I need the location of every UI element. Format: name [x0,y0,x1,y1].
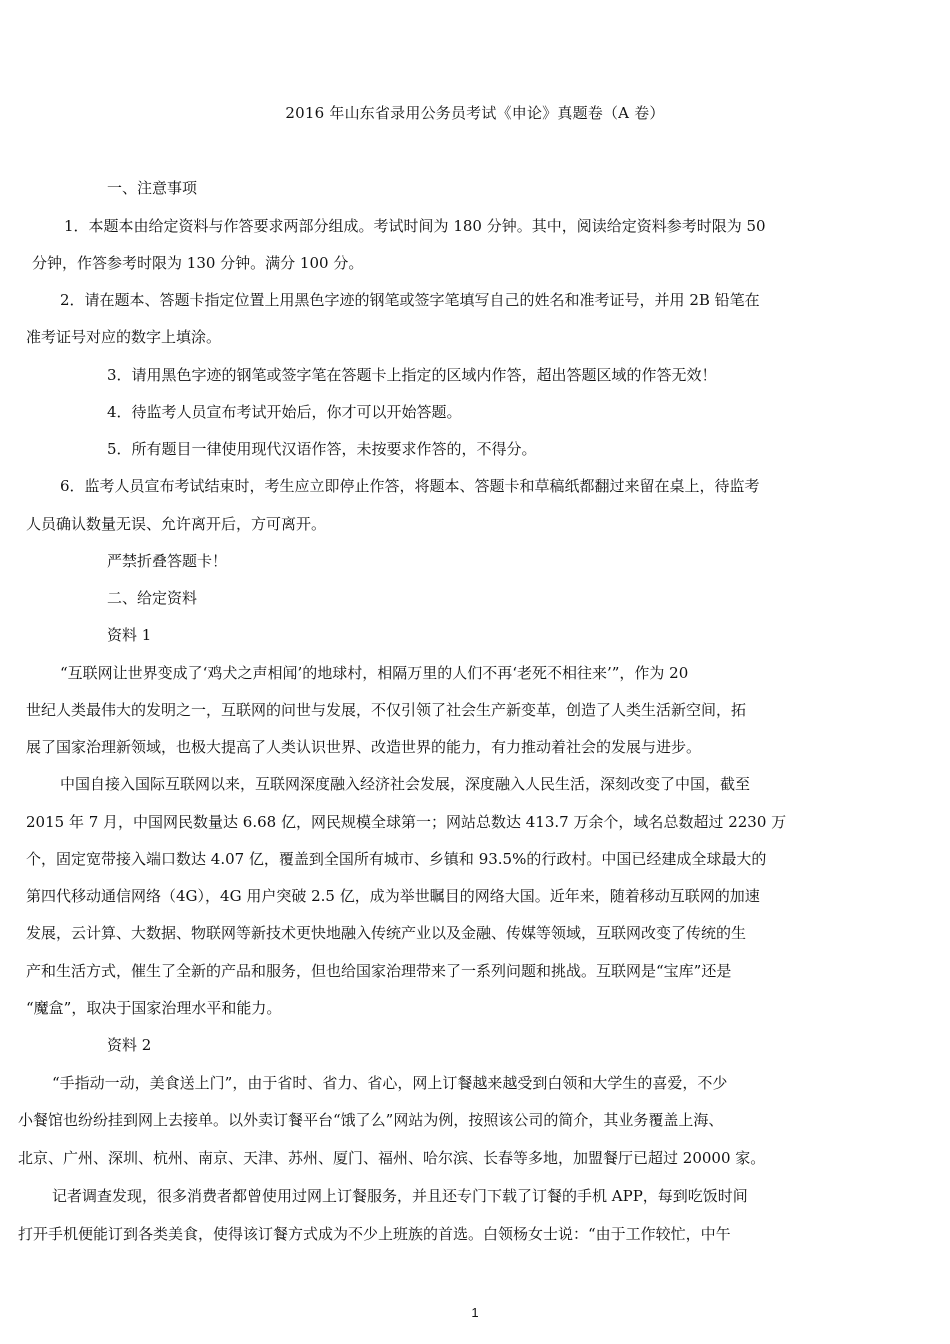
material-1-p1-line-1: “互联网让世界变成了‘鸡犬之声相闻’的地球村，相隔万里的人们不再‘老死不相往来’”，作为 20 [60,664,689,682]
note-4: 4．待监考人员宣布考试开始后，你才可以开始答题。 [107,403,462,421]
section-heading-notes: 一、注意事项 [107,179,198,197]
note-1-line-1: 1．本题本由给定资料与作答要求两部分组成。考试时间为 180 分钟。其中，阅读给定资料参考时限为 50 [64,217,766,235]
material-2-p2-line-2: 打开手机便能订到各类美食，使得该订餐方式成为不少上班族的首选。白领杨女士说：“由于工作较忙，中午 [18,1225,731,1243]
material-1-label: 资料 1 [107,626,152,644]
note-2-line-1: 2．请在题本、答题卡指定位置上用黑色字迹的钢笔或签字笔填写自己的姓名和准考证号，并用 2B 铅笔在 [60,291,760,309]
material-2-p1-line-1: “手指动一动，美食送上门”，由于省时、省力、省心，网上订餐越来越受到白领和大学生的喜爱，不少 [52,1074,728,1092]
material-1-p2-line-2: 2015 年 7 月，中国网民数量达 6.68 亿，网民规模全球第一；网站总数达 413.7 万余个，域名总数超过 2230 万 [26,813,787,831]
note-6-line-2: 人员确认数量无误、允许离开后，方可离开。 [26,515,327,533]
note-6-line-1: 6．监考人员宣布考试结束时，考生应立即停止作答，将题本、答题卡和草稿纸都翻过来留在桌上，待监考 [60,477,760,495]
note-1-line-2: 分钟，作答参考时限为 130 分钟。满分 100 分。 [32,254,364,272]
material-1-p2-line-7: “魔盒”，取决于国家治理水平和能力。 [26,999,282,1017]
material-2-p1-line-3: 北京、广州、深圳、杭州、南京、天津、苏州、厦门、福州、哈尔滨、长春等多地，加盟餐厅已超过 20000 家。 [18,1149,766,1167]
warning-text: 严禁折叠答题卡！ [107,552,228,570]
note-5: 5．所有题目一律使用现代汉语作答，未按要求作答的，不得分。 [107,440,537,458]
note-2-line-2: 准考证号对应的数字上填涂。 [26,328,222,346]
material-1-p2-line-5: 发展，云计算、大数据、物联网等新技术更快地融入传统产业以及金融、传媒等领域，互联网改变了传统的生 [26,924,747,942]
material-1-p1-line-3: 展了国家治理新领域，也极大提高了人类认识世界、改造世界的能力，有力推动着社会的发展与进步。 [26,738,702,756]
material-1-p2-line-6: 产和生活方式，催生了全新的产品和服务，但也给国家治理带来了一系列问题和挑战。互联网是“宝库”还是 [26,962,732,980]
page-title: 2016 年山东省录用公务员考试《申论》真题卷（A 卷） [285,104,665,122]
material-2-p2-line-1: 记者调查发现，很多消费者都曾使用过网上订餐服务，并且还专门下载了订餐的手机 APP，每到吃饭时间 [52,1187,748,1205]
section-heading-materials: 二、给定资料 [107,589,198,607]
material-1-p1-line-2: 世纪人类最伟大的发明之一，互联网的问世与发展，不仅引领了社会生产新变革，创造了人类生活新空间，拓 [26,701,747,719]
page-number: 1 [471,1305,479,1320]
material-1-p2-line-1: 中国自接入国际互联网以来，互联网深度融入经济社会发展，深度融入人民生活，深刻改变了中国，截至 [60,775,751,793]
material-2-label: 资料 2 [107,1036,152,1054]
material-1-p2-line-4: 第四代移动通信网络（4G），4G 用户突破 2.5 亿，成为举世瞩目的网络大国。近年来，随着移动互联网的加速 [26,887,760,905]
material-1-p2-line-3: 个，固定宽带接入端口数达 4.07 亿，覆盖到全国所有城市、乡镇和 93.5%的行政村。中国已经建成全球最大的 [26,850,767,868]
note-3: 3．请用黑色字迹的钢笔或签字笔在答题卡上指定的区域内作答，超出答题区域的作答无效！ [107,366,717,384]
material-2-p1-line-2: 小餐馆也纷纷挂到网上去接单。以外卖订餐平台“饿了么”网站为例，按照该公司的简介，其业务覆盖上海、 [18,1111,724,1129]
